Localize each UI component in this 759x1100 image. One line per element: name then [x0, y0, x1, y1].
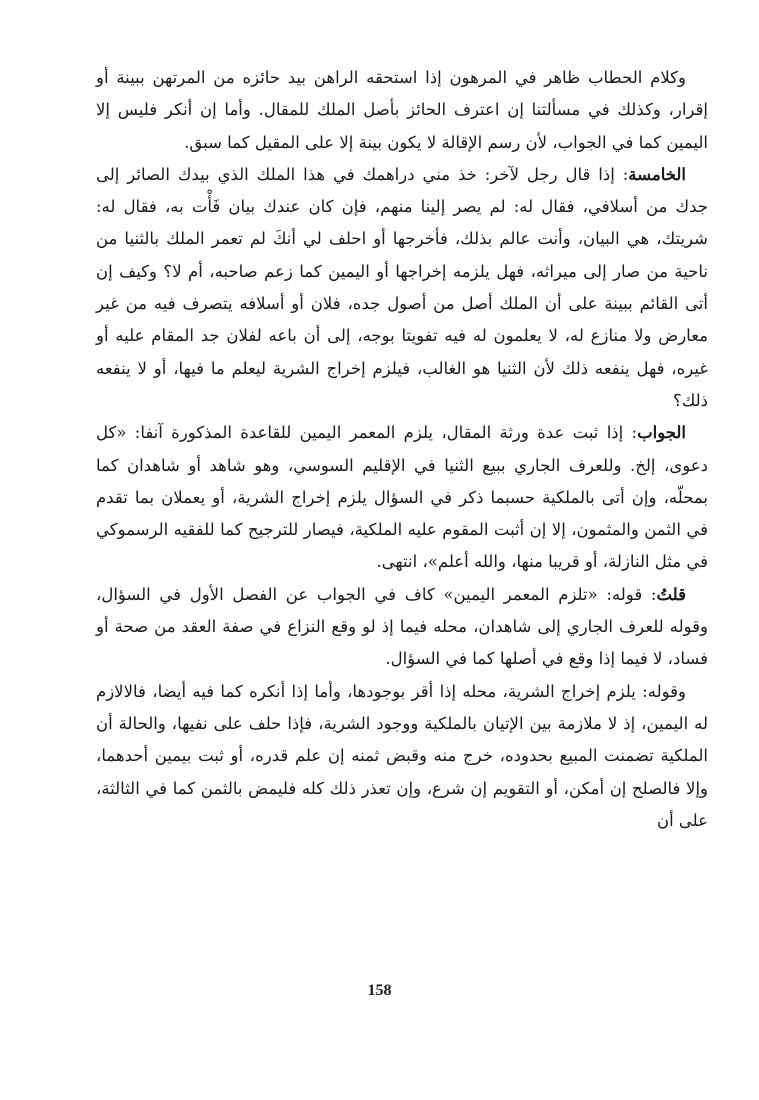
paragraph-lead: قلتُ — [656, 584, 686, 604]
paragraph-text: وكلام الحطاب ظاهر في المرهون إذا استحقه الراهن بيد حائزه من المرتهن ببينة أو إقرار، وكذلك في مسألتنا إن اعترف الحائز بأصل الملك للمقال. وأما إن أنكر فليس إلا اليمين كما في الجواب، لأن رسم الإقالة لا يكون بينة إلا على المقيل كما سبق. — [96, 68, 708, 152]
paragraph-lead: الخامسة — [628, 164, 686, 184]
paragraph-5 — [96, 676, 708, 837]
paragraph-3 — [96, 417, 708, 578]
paragraph-text: وقوله: يلزم إخراج الشرية، محله إذا أقر بوجودها، وأما إذا أنكره كما فيه أيضا، فالالازم له اليمين، إذ لا ملازمة بين الإتيان بالملكية ووجود الشرية، فإذا حلف على نفيها، والحالة أن الملكية تضمنت المبيع بحدوده، خرج منه وقبض ثمنه إن علم قدره، أو ثبت بيمين أحدهما، وإلا فالصلح إن أمكن، أو التقويم إن شرع، وإن تعذر ذلك كله فليمض بالثمن كما في الثالثة، على أن — [96, 681, 708, 830]
paragraph-4 — [96, 579, 708, 676]
paragraph-text: : إذا ثبت عدة ورثة المقال، يلزم المعمر اليمين للقاعدة المذكورة آنفا: «كل دعوى، إلخ. وللعرف الجاري ببيع الثنيا في الإقليم السوسي، وهو شاهد أو شاهدان كما بمحلّه، وإن أتى بالملكية حسبما ذكر في السؤال يلزم إخراج الشرية، أو يعملان بما تقدم في الثمن والمثمون، إلا إن أثبت المقوم عليه الملكية، فيصار للترجيح كما للفقيه الرسموكي في مثل النازلة، أو قريبا منها، والله أعلم»، انتهى. — [96, 423, 708, 572]
page-number: 158 — [367, 982, 392, 999]
paragraph-text: : قوله: «تلزم المعمر اليمين» كاف في الجواب عن الفصل الأول في السؤال، وقوله للعرف الجاري إلى شاهدان، محله فيما إذ لو وقع النزاع في صفة العقد من صحة أو فساد، لا فيما إذا وقع في أصلها كما في السؤال. — [96, 584, 708, 669]
paragraph-1 — [96, 62, 708, 159]
body-text — [96, 62, 708, 837]
paragraph-text: : إذا قال رجل لآخر: خذ مني دراهمك في هذا الملك الذي بيدك الصائر إلى جدك من أسلافي، فقال له: لم يصر إلينا منهم، فإن كان عندك بيان فَأْت به، فقال له: شريتك، هي البيان، وأنت عالم بذلك، فأخرجها أو احلف لي أنكَ لم تعمر الملك بالثنيا من ناحية من صار إلى ميراثه، فهل يلزمه إخراجها أو اليمين كما زعم صاحبه، أم لا؟ وكيف إن أتى القائم ببينة على أن الملك أصل من أصول جده، فلان أو أسلافه يتصرف فيه من غير معارض ولا منازع له، لا يعلمون له فيه تفويتا بوجه، إلى أن باعه لفلان جد المقام عليه أو غيره، فهل ينفعه ذلك لأن الثنيا هو الغالب، فيلزم إخراج الشرية ليعلم ما فيها، أو لا ينفعه ذلك؟ — [96, 164, 708, 410]
paragraph-2 — [96, 159, 708, 417]
paragraph-lead: الجواب — [637, 423, 686, 443]
